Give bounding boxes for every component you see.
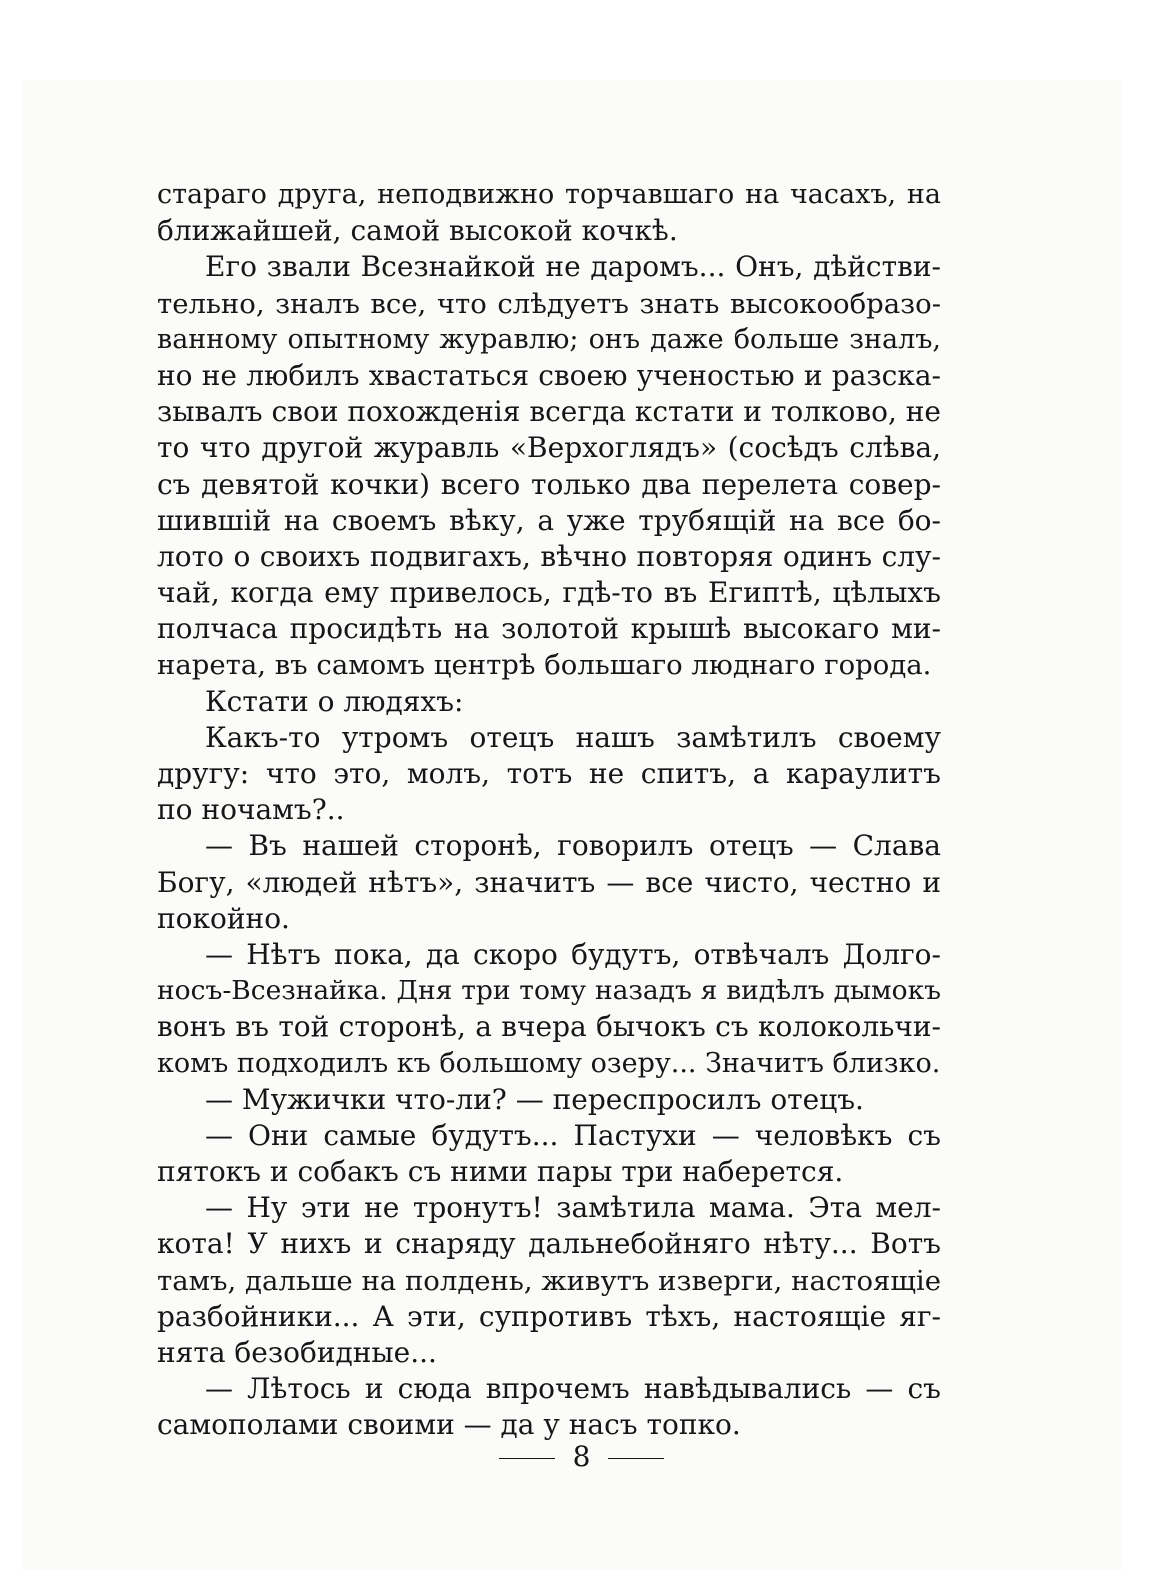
text-line: чай, когда ему привелось, гдѣ-то въ Египтѣ, цѣлыхъ — [157, 576, 941, 610]
text-line: Кстати о людяхъ: — [205, 684, 464, 718]
page-number: 8 — [572, 1440, 591, 1473]
text-line: тельно, зналъ все, что слѣдуетъ знать высокообразо- — [157, 287, 941, 320]
text-line: — Нѣтъ пока, да скоро будутъ, отвѣчалъ Долго- — [205, 937, 941, 971]
text-line: — Въ нашей сторонѣ, говорилъ отецъ — Слава — [205, 829, 941, 863]
text-line: Его звали Всезнайкой не даромъ... Онъ, дѣйстви- — [205, 250, 941, 284]
footer-rule-right — [608, 1458, 664, 1459]
text-line: — Лѣтось и сюда впрочемъ навѣдывались — съ — [205, 1372, 941, 1406]
text-line: съ девятой кочки) всего только два перелета совер- — [157, 467, 941, 501]
text-line: — Ну эти не тронутъ! замѣтила мама. Эта мел- — [205, 1191, 941, 1225]
footer-rule-left — [499, 1458, 555, 1459]
text-line: ванному опытному журавлю; онъ даже больше зналъ, — [157, 323, 941, 355]
text-line: кота! У нихъ и снаряду дальнебойняго нѣту... Вотъ — [157, 1227, 941, 1261]
text-line: то что другой журавль «Верхоглядъ» (сосѣдъ слѣва, — [157, 431, 941, 465]
text-line: — Мужички что-ли? — переспросилъ отецъ. — [205, 1082, 864, 1116]
text-line: но не любилъ хвастаться своею ученостью и разска- — [157, 358, 941, 392]
text-line: тамъ, дальше на полдень, живутъ изверги, настоящіе — [157, 1264, 941, 1297]
text-line: стараго друга, неподвижно торчавшаго на часахъ, на — [157, 179, 941, 210]
text-line: вонъ въ той сторонѣ, а вчера бычокъ съ колокольчи- — [157, 1010, 941, 1044]
text-line: ближайшей, самой высокой кочкѣ. — [157, 214, 678, 248]
text-line: разбойники... А эти, супротивъ тѣхъ, настоящіе яг- — [157, 1299, 941, 1333]
text-line: нарета, въ самомъ центрѣ большаго люднаго города. — [157, 649, 932, 682]
text-line: носъ-Всезнайка. Дня три тому назадъ я видѣлъ дымокъ — [157, 975, 941, 1007]
text-line: лото о своихъ подвигахъ, вѣчно повторяя одинъ слу- — [157, 539, 941, 573]
text-line: шившій на своемъ вѣку, а уже трубящій на все бо- — [157, 503, 941, 537]
text-line: Какъ-то утромъ отецъ нашъ замѣтилъ своему — [205, 720, 941, 754]
text-line: по ночамъ?.. — [157, 793, 345, 827]
text-line: покойно. — [157, 901, 290, 935]
text-line: Богу, «людей нѣтъ», значитъ — все чисто, честно и — [157, 865, 941, 899]
page-text — [157, 177, 941, 1444]
text-line: комъ подходилъ къ большому озеру... Значитъ близко. — [157, 1047, 941, 1079]
text-line: самополами своими — да у насъ топко. — [157, 1408, 741, 1442]
text-line: зывалъ свои похожденія всегда кстати и толково, не — [157, 395, 941, 429]
text-line: другу: что это, молъ, тотъ не спитъ, а караулитъ — [157, 757, 941, 790]
text-line: полчаса просидѣть на золотой крышѣ высокаго ми- — [157, 612, 941, 646]
page-footer — [0, 1440, 1163, 1473]
text-line: нята безобидные... — [157, 1336, 437, 1369]
text-line: пятокъ и собакъ съ ними пары три наберется. — [157, 1155, 844, 1189]
text-line: — Они самые будутъ... Пастухи — человѣкъ съ — [205, 1118, 941, 1152]
